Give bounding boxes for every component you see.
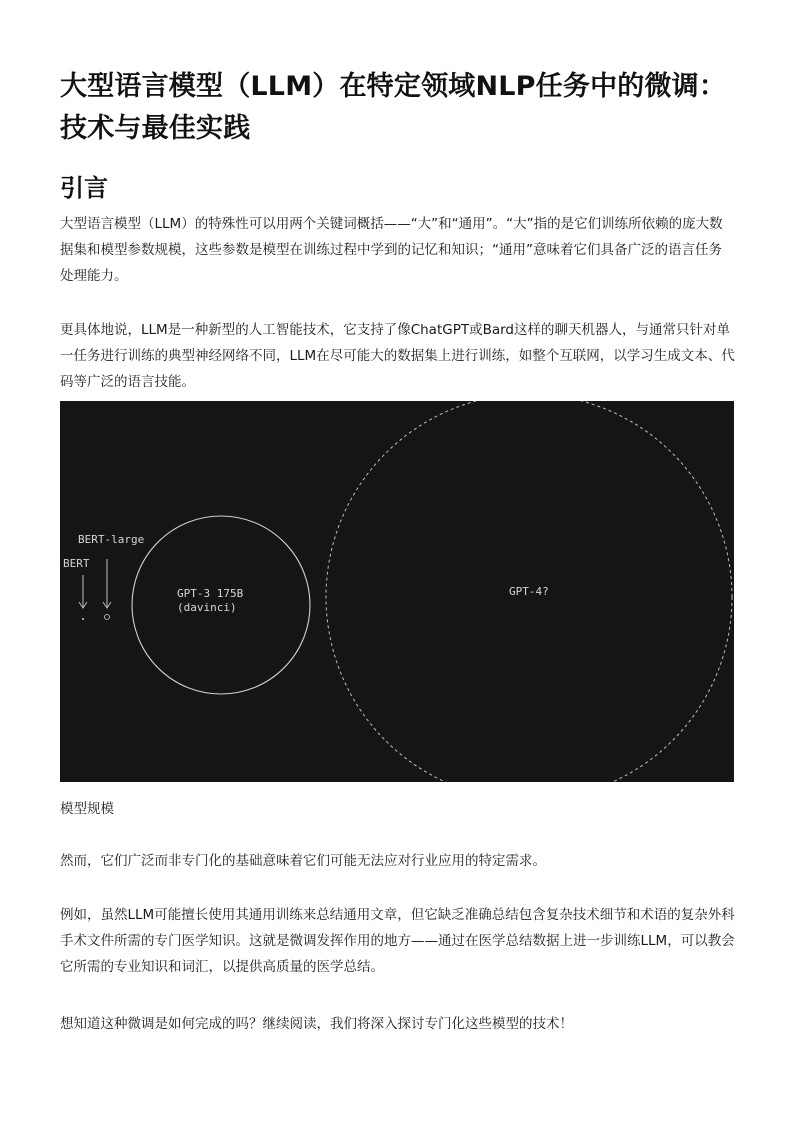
intro-paragraph-2: 更具体地说，LLM是一种新型的人工智能技术，它支持了像ChatGPT或Bard这样的聊天机器人，与通常只针对单一任务进行训练的典型神经网络不同，LLM在尽可能大的数据集上进行训练，如整个互联网，以学习生成文本、代码等广泛的语言技能。 bbox=[60, 322, 735, 390]
page-title: 大型语言模型（LLM）在特定领域NLP任务中的微调：技术与最佳实践 bbox=[60, 71, 727, 144]
section-heading-intro: 引言 bbox=[60, 174, 108, 202]
bert-large-label: BERT-large bbox=[78, 533, 145, 546]
figure-caption: 模型规模 bbox=[60, 801, 114, 817]
intro-paragraph-1: 大型语言模型（LLM）的特殊性可以用两个关键词概括——“大”和“通用”。“大”指的是它们训练所依赖的庞大数据集和模型参数规模，这些参数是模型在训练过程中学到的记忆和知识；“通用”意味着它们具备广泛的语言任务处理能力。 bbox=[60, 216, 723, 284]
gpt4-label: GPT-4? bbox=[509, 585, 549, 598]
figure-background bbox=[60, 401, 734, 782]
paragraph-continue: 想知道这种微调是如何完成的吗？继续阅读，我们将深入探讨专门化这些模型的技术！ bbox=[60, 1016, 573, 1032]
paragraph-limitations: 然而，它们广泛而非专门化的基础意味着它们可能无法应对行业应用的特定需求。 bbox=[60, 853, 546, 869]
model-scale-figure bbox=[60, 401, 734, 782]
model-scale-diagram bbox=[60, 401, 734, 782]
gpt3-label-line2: (davinci) bbox=[177, 601, 237, 614]
paragraph-example: 例如，虽然LLM可能擅长使用其通用训练来总结通用文章，但它缺乏准确总结包含复杂技术细节和术语的复杂外科手术文件所需的专门医学知识。这就是微调发挥作用的地方——通过在医学总结数据上进一步训练LLM，可以教会它所需的专业知识和词汇，以提供高质量的医学总结。 bbox=[60, 907, 735, 975]
bert-size-marker bbox=[82, 618, 84, 620]
gpt3-label-line1: GPT-3 175B bbox=[177, 587, 244, 600]
bert-label: BERT bbox=[63, 557, 90, 570]
